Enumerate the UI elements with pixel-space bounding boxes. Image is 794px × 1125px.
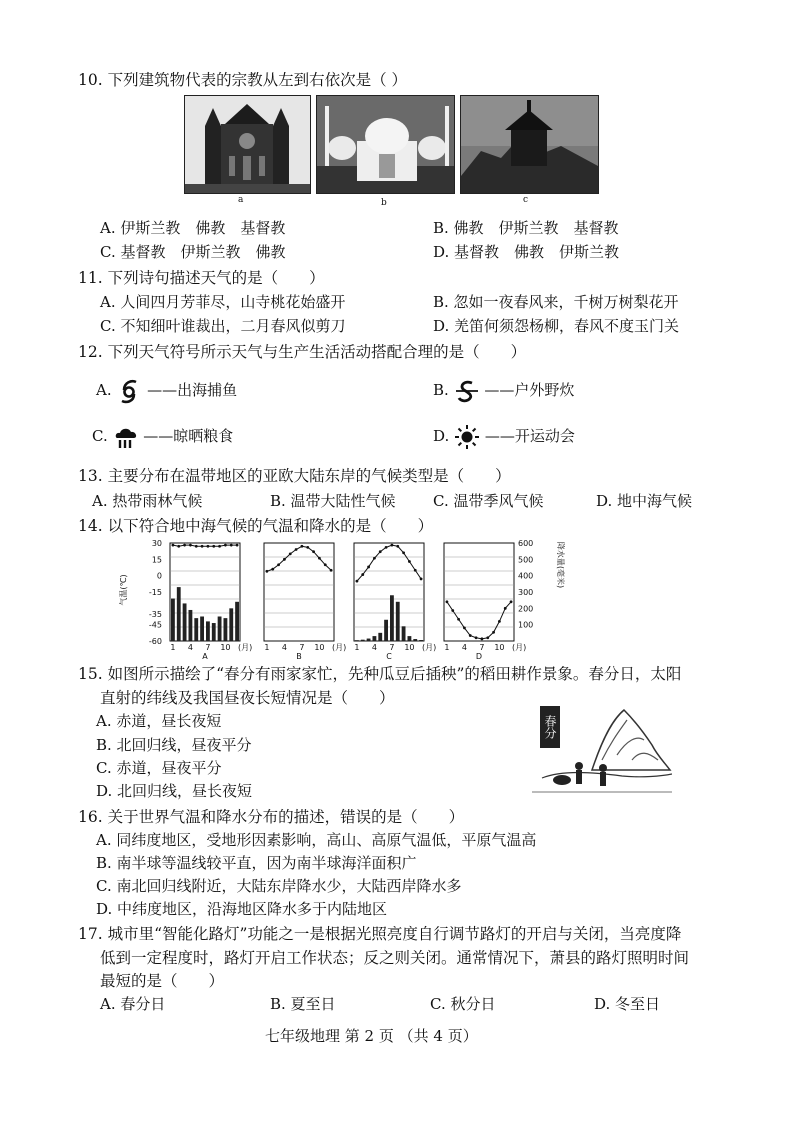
q12-option-a-letter: A.	[96, 381, 112, 399]
x-tick-label: 4	[371, 643, 377, 652]
mosque-photo	[316, 95, 455, 194]
page-footer: 七年级地理 第 2 页 （共 4 页）	[265, 1027, 478, 1045]
q11-option-d[interactable]: D. 羌笛何须怨杨柳，春风不度玉门关	[433, 317, 680, 335]
x-tick-label: 10	[314, 643, 325, 652]
x-tick-label: 4	[461, 643, 467, 652]
spring-equinox-illustration	[532, 700, 672, 800]
q11-stem: 11. 下列诗句描述天气的是（ ）	[78, 269, 325, 287]
temperature-point	[379, 550, 382, 553]
precip-bar	[212, 623, 216, 641]
q11-option-a[interactable]: A. 人间四月芳菲尽，山寺桃花始盛开	[100, 293, 346, 311]
q12-option-d-text: ——开运动会	[484, 427, 575, 445]
left-tick-label: -45	[148, 620, 162, 630]
precip-bar	[413, 639, 417, 641]
q12-option-b[interactable]	[433, 378, 574, 404]
x-tick-label: 1	[170, 643, 176, 652]
x-tick-label: 10	[494, 643, 505, 652]
q17-line2: 低到一定程度时，路灯开启工作状态；反之则关闭。通常情况下，萧县的路灯照明时间	[100, 949, 690, 967]
temperature-point	[414, 569, 417, 572]
month-unit-label: (月)	[512, 643, 527, 652]
left-tick-label: 15	[151, 555, 162, 565]
x-tick-label: 1	[354, 643, 360, 652]
q12-option-c-letter: C.	[92, 427, 108, 445]
chart-label: A	[202, 652, 208, 660]
x-tick-label: 7	[299, 643, 305, 652]
temperature-point	[373, 557, 376, 560]
q12-stem: 12. 下列天气符号所示天气与生产生活活动搭配合理的是（ ）	[78, 343, 527, 361]
temperature-point	[402, 551, 405, 554]
q12-option-b-text: ——户外野炊	[484, 381, 575, 399]
temperature-point	[481, 637, 484, 640]
precip-bar	[189, 610, 193, 641]
q12-option-a[interactable]	[96, 378, 237, 404]
precip-bar	[367, 639, 371, 641]
q16-option-a[interactable]: A. 同纬度地区，受地形因素影响，高山、高原气温低，平原气温高	[96, 831, 537, 849]
left-tick-label: -35	[148, 609, 162, 619]
temperature-point	[385, 546, 388, 549]
left-tick-label: 30	[151, 539, 162, 548]
temperature-point	[504, 607, 507, 610]
precip-bar	[419, 640, 423, 641]
temperature-point	[283, 558, 286, 561]
q15-option-a[interactable]: A. 赤道，昼长夜短	[96, 712, 222, 730]
chart-label: D	[475, 652, 483, 660]
q16-option-c[interactable]: C. 南北回归线附近，大陆东岸降水少，大陆西岸降水多	[96, 877, 462, 895]
temperature-point	[457, 618, 460, 621]
q17-line1: 17. 城市里“智能化路灯”功能之一是根据光照亮度自行调节路灯的开启与关闭，当亮度降	[78, 925, 682, 943]
temperature-point	[224, 544, 227, 547]
temperature-point	[391, 544, 394, 547]
temperature-point	[408, 560, 411, 563]
temperature-point	[463, 627, 466, 630]
q17-line3: 最短的是（ ）	[100, 972, 225, 990]
chart-label: B	[296, 652, 302, 660]
q15-stem-line1: 15. 如图所示描绘了“春分有雨家家忙，先种瓜豆后插秧”的稻田耕作景象。春分日，太阳	[78, 665, 682, 683]
temperature-point	[356, 580, 359, 583]
left-tick-label: -60	[148, 637, 162, 646]
temperature-point	[195, 545, 198, 548]
precip-bar	[408, 636, 412, 641]
x-tick-label: 10	[404, 643, 415, 652]
temperature-point	[266, 570, 269, 573]
precip-bar	[183, 603, 187, 641]
q17-option-b[interactable]: B. 夏至日	[270, 995, 336, 1013]
left-tick-label: 0	[156, 571, 162, 581]
temperature-point	[510, 600, 513, 603]
x-tick-label: 1	[444, 643, 450, 652]
q16-option-d[interactable]: D. 中纬度地区，沿海地区降水多于内陆地区	[96, 900, 388, 918]
pagoda-photo	[460, 95, 599, 194]
typhoon-icon	[116, 378, 142, 404]
temperature-point	[330, 569, 333, 572]
temperature-point	[367, 566, 370, 569]
temperature-point	[183, 544, 186, 547]
x-tick-label: 10	[220, 643, 231, 652]
precip-bar	[355, 640, 359, 641]
sandstorm-icon	[454, 378, 480, 404]
temperature-point	[230, 544, 233, 547]
precip-bar	[171, 599, 175, 641]
cathedral-photo	[184, 95, 311, 194]
q11-option-c[interactable]: C. 不知细叶谁裁出，二月春风似剪刀	[100, 317, 346, 335]
temperature-point	[289, 552, 292, 555]
q16-stem: 16. 关于世界气温和降水分布的描述，错误的是（ ）	[78, 808, 465, 826]
precip-bar	[218, 617, 222, 642]
precip-bar	[200, 617, 204, 642]
q11-option-b[interactable]: B. 忽如一夜春风来，千树万树梨花开	[433, 293, 679, 311]
month-unit-label: (月)	[238, 643, 253, 652]
q12-option-c[interactable]	[92, 424, 233, 450]
q17-option-c[interactable]: C. 秋分日	[430, 995, 496, 1013]
temperature-point	[177, 545, 180, 548]
q13-option-b[interactable]: B. 温带大陆性气候	[270, 492, 396, 510]
caption-a: a	[238, 195, 244, 205]
sunny-icon	[454, 424, 480, 450]
month-unit-label: (月)	[332, 643, 347, 652]
q13-option-c[interactable]: C. 温带季风气候	[433, 492, 544, 510]
spring-equinox-seal: 春分	[540, 706, 560, 748]
temperature-point	[271, 568, 274, 571]
right-tick-label: 400	[518, 571, 534, 581]
q12-option-c-text: ——晾晒粮食	[143, 427, 234, 445]
precip-bar	[361, 640, 365, 641]
temperature-point	[306, 546, 309, 549]
q16-option-b[interactable]: B. 南半球等温线较平直，因为南半球海洋面积广	[96, 854, 417, 872]
q12-option-d[interactable]	[433, 424, 575, 450]
precip-bar	[402, 626, 406, 641]
right-axis-label: 降水量(毫米)	[556, 541, 565, 589]
temperature-point	[312, 550, 315, 553]
left-tick-label: -15	[148, 588, 162, 597]
temperature-point	[475, 636, 478, 639]
x-tick-label: 7	[205, 643, 211, 652]
temperature-point	[318, 557, 321, 560]
q17-option-d[interactable]: D. 冬至日	[594, 995, 661, 1013]
temperature-point	[301, 545, 304, 548]
climate-chart-frame	[444, 543, 514, 641]
precip-bar	[384, 620, 388, 641]
x-tick-label: 4	[187, 643, 193, 652]
temperature-point	[446, 600, 449, 603]
precip-bar	[378, 633, 382, 641]
right-tick-label: 200	[518, 604, 534, 614]
precip-bar	[229, 608, 233, 641]
q12-option-d-letter: D.	[433, 427, 450, 445]
temperature-point	[189, 544, 192, 547]
q10-option-d[interactable]: D. 基督教 佛教 伊斯兰教	[433, 243, 620, 261]
temperature-point	[396, 545, 399, 548]
x-tick-label: 4	[281, 643, 287, 652]
q15-option-d[interactable]: D. 北回归线，昼长夜短	[96, 782, 253, 800]
q10-option-b[interactable]: B. 佛教 伊斯兰教 基督教	[433, 219, 619, 237]
temperature-point	[201, 545, 204, 548]
temperature-point	[172, 544, 175, 547]
right-tick-label: 300	[518, 588, 534, 597]
q13-stem: 13. 主要分布在温带地区的亚欧大陆东岸的气候类型是（ ）	[78, 467, 511, 485]
temperature-point	[469, 634, 472, 637]
q13-option-a[interactable]: A. 热带雨林气候	[92, 492, 203, 510]
temperature-point	[486, 636, 489, 639]
climate-charts	[118, 535, 588, 660]
climate-chart-frame	[354, 543, 424, 641]
temperature-point	[236, 544, 239, 547]
precip-bar	[390, 595, 394, 641]
temperature-point	[492, 631, 495, 634]
q10-option-a[interactable]: A. 伊斯兰教 佛教 基督教	[100, 219, 286, 237]
climate-chart-frame	[264, 543, 334, 641]
q15-option-b[interactable]: B. 北回归线，昼夜平分	[96, 736, 252, 754]
q15-option-c[interactable]: C. 赤道，昼夜平分	[96, 759, 222, 777]
q10-stem: 10. 下列建筑物代表的宗教从左到右依次是（ ）	[78, 71, 408, 89]
temperature-point	[277, 563, 280, 566]
rain-icon	[113, 424, 139, 450]
right-tick-label: 100	[518, 620, 534, 630]
month-unit-label: (月)	[422, 643, 437, 652]
q12-option-b-letter: B.	[433, 381, 449, 399]
precip-bar	[373, 636, 377, 641]
q10-option-c[interactable]: C. 基督教 伊斯兰教 佛教	[100, 243, 286, 261]
right-tick-label: 500	[518, 555, 534, 565]
precip-bar	[235, 602, 239, 641]
temperature-point	[207, 545, 210, 548]
temperature-point	[212, 545, 215, 548]
temperature-point	[361, 573, 364, 576]
precip-bar	[396, 602, 400, 641]
caption-b: b	[381, 198, 387, 208]
climate-chart-svg	[118, 535, 588, 660]
q13-option-d[interactable]: D. 地中海气候	[596, 492, 693, 510]
right-tick-label: 600	[518, 539, 534, 548]
q15-stem-line2: 直射的纬线及我国昼夜长短情况是（ ）	[100, 689, 395, 707]
temperature-point	[498, 620, 501, 623]
precip-bar	[177, 587, 181, 641]
precip-bar	[224, 618, 228, 641]
q12-option-a-text: ——出海捕鱼	[147, 381, 238, 399]
chart-label: C	[386, 652, 392, 660]
caption-c: c	[523, 195, 529, 205]
q14-stem: 14. 以下符合地中海气候的气温和降水的是（ ）	[78, 517, 434, 535]
x-tick-label: 7	[389, 643, 395, 652]
left-axis-label: 气温(℃)	[119, 574, 128, 606]
x-tick-label: 7	[479, 643, 485, 652]
q17-option-a[interactable]: A. 春分日	[100, 995, 166, 1013]
temperature-point	[295, 548, 298, 551]
precip-bar	[206, 621, 210, 641]
temperature-point	[451, 609, 454, 612]
precip-bar	[194, 618, 198, 641]
temperature-point	[420, 578, 423, 581]
temperature-point	[324, 563, 327, 566]
temperature-point	[218, 545, 221, 548]
x-tick-label: 1	[264, 643, 270, 652]
